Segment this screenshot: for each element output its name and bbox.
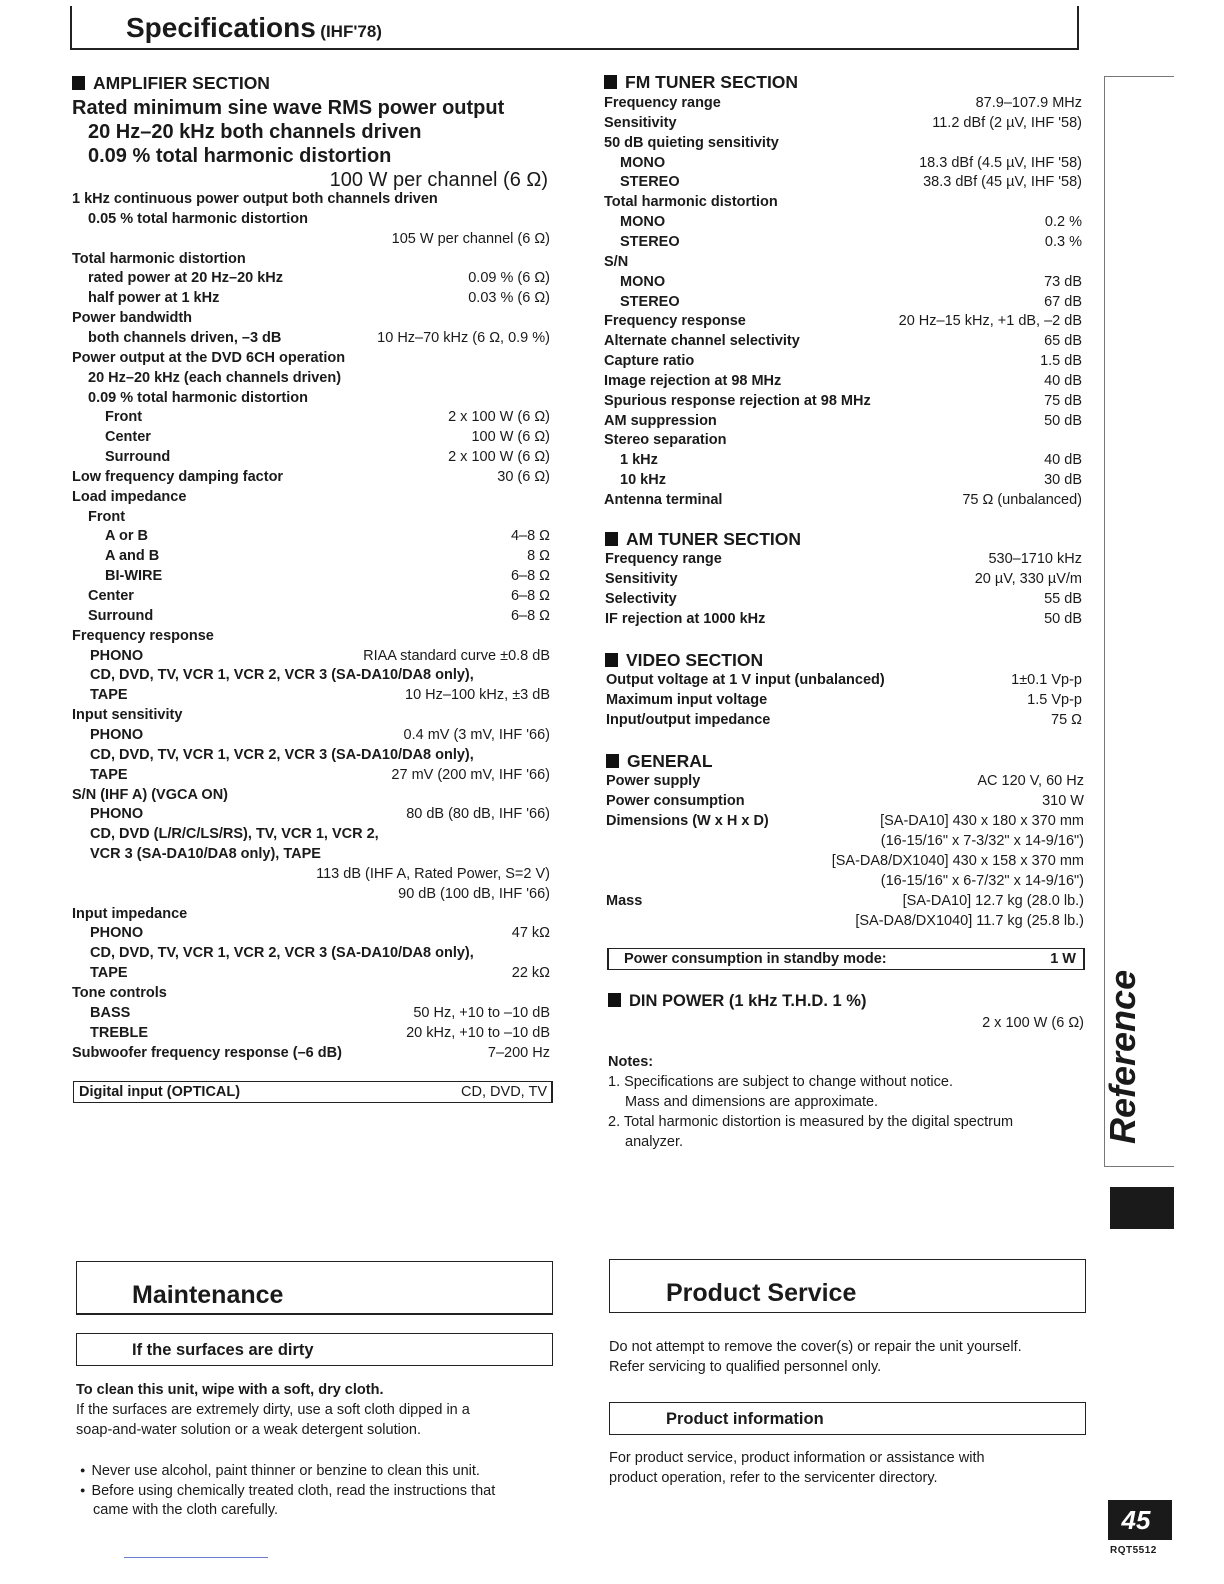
spec-value: 1.5 dB <box>1040 353 1082 369</box>
spec-label: Frequency response <box>72 628 214 644</box>
spec-value: 0.3 % <box>1044 234 1082 250</box>
spec-label: Mass <box>606 893 643 909</box>
spec-label: 0.09 % total harmonic distortion <box>88 390 308 406</box>
spec-value: 55 dB <box>1044 591 1082 607</box>
spec-value: 38.3 dBf (45 µV, IHF '58) <box>923 174 1082 190</box>
spec-label: Input impedance <box>72 906 188 922</box>
header-right-rule <box>1077 6 1079 50</box>
din-power-heading: DIN POWER (1 kHz T.H.D. 1 %) <box>608 991 866 1011</box>
spec-label: 50 dB quieting sensitivity <box>604 135 779 151</box>
spec-label: TAPE <box>90 687 128 703</box>
side-tab-rule-bottom <box>1104 1166 1174 1167</box>
spec-value: [SA-DA10] 430 x 180 x 370 mm <box>880 813 1084 829</box>
spec-value: 47 kΩ <box>511 925 550 941</box>
spec-label: Low frequency damping factor <box>72 469 284 485</box>
spec-label: Antenna terminal <box>604 492 723 508</box>
header-underline <box>70 48 1079 50</box>
spec-label: Total harmonic distortion <box>604 194 778 210</box>
spec-label: 1 kHz <box>620 452 658 468</box>
spec-value: 20 Hz–15 kHz, +1 dB, –2 dB <box>898 313 1082 329</box>
spec-label: BASS <box>90 1005 131 1021</box>
digital-input-value: CD, DVD, TV <box>461 1084 547 1100</box>
spec-label: 20 Hz–20 kHz (each channels driven) <box>88 370 342 386</box>
spec-label: Surround <box>105 449 171 465</box>
rated-power-line-2: 0.09 % total harmonic distortion <box>88 145 392 167</box>
digital-input-label: Digital input (OPTICAL) <box>79 1084 241 1100</box>
spec-label: Input/output impedance <box>606 712 771 728</box>
spec-value: 50 Hz, +10 to –10 dB <box>413 1005 550 1021</box>
spec-label: MONO <box>620 214 666 230</box>
spec-value: [SA-DA8/DX1040] 11.7 kg (25.8 lb.) <box>855 913 1084 929</box>
general-heading: GENERAL <box>606 751 713 771</box>
spec-label: Input sensitivity <box>72 707 183 723</box>
spec-label: Front <box>88 509 126 525</box>
spec-label: Center <box>88 588 134 604</box>
spec-label: Sensitivity <box>605 571 678 587</box>
spec-value: 30 (6 Ω) <box>497 469 550 485</box>
square-bullet-icon <box>605 653 618 667</box>
square-bullet-icon <box>72 76 85 90</box>
spec-label: S/N (IHF A) (VGCA ON) <box>72 787 228 803</box>
spec-label: TAPE <box>90 965 128 981</box>
spec-label: Power bandwidth <box>72 310 193 326</box>
spec-label: Frequency response <box>604 313 746 329</box>
spec-label: MONO <box>620 155 666 171</box>
spec-label: TREBLE <box>90 1025 148 1041</box>
standby-value: 1 W <box>1050 951 1076 967</box>
spec-value: 1.5 Vp-p <box>1027 692 1082 708</box>
side-tab-block <box>1110 1187 1174 1229</box>
spec-label: CD, DVD, TV, VCR 1, VCR 2, VCR 3 (SA-DA10/DA8 only), <box>90 747 474 763</box>
header-left-rule <box>70 6 72 50</box>
spec-value: 0.2 % <box>1044 214 1082 230</box>
spec-label: S/N <box>604 254 629 270</box>
spec-label: Power supply <box>606 773 701 789</box>
am-tuner-heading: AM TUNER SECTION <box>605 529 801 549</box>
footer-rule <box>124 1557 268 1558</box>
spec-label: Frequency range <box>605 551 722 567</box>
service-text-1: Do not attempt to remove the cover(s) or repair the unit yourself. <box>609 1339 1022 1355</box>
square-bullet-icon <box>608 993 621 1007</box>
spec-label: rated power at 20 Hz–20 kHz <box>88 270 284 286</box>
spec-label: Tone controls <box>72 985 167 1001</box>
spec-label: STEREO <box>620 234 680 250</box>
spec-value: 20 kHz, +10 to –10 dB <box>406 1025 550 1041</box>
spec-label: Dimensions (W x H x D) <box>606 813 769 829</box>
spec-label: Spurious response rejection at 98 MHz <box>604 393 871 409</box>
spec-value: 8 Ω <box>527 548 550 564</box>
spec-value: 90 dB (100 dB, IHF '66) <box>398 886 550 902</box>
video-heading: VIDEO SECTION <box>605 650 763 670</box>
spec-value: 6–8 Ω <box>510 568 550 584</box>
maintenance-bullet-2: ● Before using chemically treated cloth, read the instructions that <box>80 1480 495 1501</box>
spec-value: 10 Hz–70 kHz (6 Ω, 0.9 %) <box>377 330 550 346</box>
side-tab-rule-top <box>1104 76 1174 77</box>
note-2: 2. Total harmonic distortion is measured by the digital spectrum <box>608 1114 1014 1130</box>
service-text-2: Refer servicing to qualified personnel only. <box>609 1359 882 1375</box>
document-code: RQT5512 <box>1110 1545 1157 1556</box>
spec-label: both channels driven, –3 dB <box>88 330 282 346</box>
spec-value: 113 dB (IHF A, Rated Power, S=2 V) <box>316 866 550 882</box>
spec-label: PHONO <box>90 648 144 664</box>
maintenance-text-1: If the surfaces are extremely dirty, use a soft cloth dipped in a <box>76 1402 470 1418</box>
spec-label: Surround <box>88 608 154 624</box>
spec-label: AM suppression <box>604 413 717 429</box>
spec-value: 75 Ω <box>1051 712 1082 728</box>
rated-power-value: 100 W per channel (6 Ω) <box>329 169 548 191</box>
spec-label: PHONO <box>90 806 144 822</box>
rated-power-line-1: 20 Hz–20 kHz both channels driven <box>88 121 422 143</box>
spec-value: 30 dB <box>1044 472 1082 488</box>
spec-label: Image rejection at 98 MHz <box>604 373 782 389</box>
amplifier-heading: AMPLIFIER SECTION <box>72 73 270 93</box>
square-bullet-icon <box>605 532 618 546</box>
spec-value: 40 dB <box>1044 452 1082 468</box>
spec-value: 1±0.1 Vp-p <box>1011 672 1082 688</box>
spec-value: 0.4 mV (3 mV, IHF '66) <box>403 727 550 743</box>
spec-value: 105 W per channel (6 Ω) <box>391 231 550 247</box>
spec-label: Maximum input voltage <box>606 692 768 708</box>
spec-value: AC 120 V, 60 Hz <box>977 773 1084 789</box>
spec-value: 87.9–107.9 MHz <box>975 95 1082 111</box>
service-text-4: product operation, refer to the servicenter directory. <box>609 1470 938 1486</box>
spec-label: Front <box>105 409 143 425</box>
spec-value: [SA-DA8/DX1040] 430 x 158 x 370 mm <box>831 853 1084 869</box>
spec-label: TAPE <box>90 767 128 783</box>
spec-value: 27 mV (200 mV, IHF '66) <box>391 767 550 783</box>
spec-value: 11.2 dBf (2 µV, IHF '58) <box>932 115 1082 131</box>
spec-label: Subwoofer frequency response (–6 dB) <box>72 1045 342 1061</box>
rated-power-title: Rated minimum sine wave RMS power output <box>72 97 505 119</box>
spec-label: Power output at the DVD 6CH operation <box>72 350 346 366</box>
din-power-value: 2 x 100 W (6 Ω) <box>982 1015 1084 1031</box>
spec-label: PHONO <box>90 727 144 743</box>
spec-label: PHONO <box>90 925 144 941</box>
maintenance-title: Maintenance <box>132 1281 284 1309</box>
spec-value: 20 µV, 330 µV/m <box>974 571 1082 587</box>
standby-label: Power consumption in standby mode: <box>624 951 887 967</box>
square-bullet-icon <box>606 754 619 768</box>
spec-label: Load impedance <box>72 489 187 505</box>
spec-value: 80 dB (80 dB, IHF '66) <box>406 806 550 822</box>
spec-label: BI-WIRE <box>105 568 163 584</box>
spec-label: Total harmonic distortion <box>72 251 246 267</box>
spec-label: CD, DVD (L/R/C/LS/RS), TV, VCR 1, VCR 2, <box>90 826 379 842</box>
spec-label: Power consumption <box>606 793 745 809</box>
service-title: Product Service <box>666 1279 857 1307</box>
spec-label: Stereo separation <box>604 432 727 448</box>
spec-label: A or B <box>105 528 148 544</box>
spec-label: Frequency range <box>604 95 721 111</box>
spec-value: 22 kΩ <box>511 965 550 981</box>
note-2-cont: analyzer. <box>625 1134 684 1150</box>
spec-value: 100 W (6 Ω) <box>471 429 550 445</box>
page-title: Specifications (IHF'78) <box>126 12 382 43</box>
spec-value: [SA-DA10] 12.7 kg (28.0 lb.) <box>902 893 1084 909</box>
spec-value: 40 dB <box>1044 373 1082 389</box>
spec-value: 0.03 % (6 Ω) <box>468 290 550 306</box>
spec-label: Output voltage at 1 V input (unbalanced) <box>606 672 885 688</box>
square-bullet-icon <box>604 75 617 89</box>
spec-value: 50 dB <box>1044 413 1082 429</box>
spec-value: 6–8 Ω <box>510 608 550 624</box>
spec-label: Selectivity <box>605 591 677 607</box>
spec-label: A and B <box>105 548 160 564</box>
spec-value: (16-15/16" x 7-3/32" x 14-9/16") <box>880 833 1084 849</box>
spec-label: STEREO <box>620 294 680 310</box>
spec-label: half power at 1 kHz <box>88 290 220 306</box>
spec-value: 65 dB <box>1044 333 1082 349</box>
maintenance-bullet-1: ● Never use alcohol, paint thinner or benzine to clean this unit. <box>80 1460 480 1481</box>
note-1-cont: Mass and dimensions are approximate. <box>625 1094 879 1110</box>
spec-value: 73 dB <box>1044 274 1082 290</box>
side-tab-label: Reference <box>1102 969 1143 1144</box>
note-1: 1. Specifications are subject to change without notice. <box>608 1074 953 1090</box>
spec-label: MONO <box>620 274 666 290</box>
spec-label: 1 kHz continuous power output both channels driven <box>72 191 438 207</box>
spec-value: 75 Ω (unbalanced) <box>962 492 1082 508</box>
spec-value: 7–200 Hz <box>487 1045 550 1061</box>
page-number: 45 <box>1121 1505 1151 1535</box>
spec-value: 310 W <box>1042 793 1084 809</box>
spec-value: 2 x 100 W (6 Ω) <box>448 409 550 425</box>
spec-label: Capture ratio <box>604 353 695 369</box>
fm-tuner-heading: FM TUNER SECTION <box>604 72 798 92</box>
spec-label: CD, DVD, TV, VCR 1, VCR 2, VCR 3 (SA-DA10/DA8 only), <box>90 945 474 961</box>
spec-label: IF rejection at 1000 kHz <box>605 611 766 627</box>
spec-value: 10 Hz–100 kHz, ±3 dB <box>405 687 550 703</box>
spec-value: 50 dB <box>1044 611 1082 627</box>
notes-title: Notes: <box>608 1054 654 1070</box>
spec-label: Alternate channel selectivity <box>604 333 800 349</box>
spec-label: CD, DVD, TV, VCR 1, VCR 2, VCR 3 (SA-DA10/DA8 only), <box>90 667 474 683</box>
spec-label: 0.05 % total harmonic distortion <box>88 211 308 227</box>
spec-value: 530–1710 kHz <box>988 551 1082 567</box>
spec-label: STEREO <box>620 174 680 190</box>
service-text-3: For product service, product information or assistance with <box>609 1450 985 1466</box>
maintenance-text-2: soap-and-water solution or a weak detergent solution. <box>76 1422 421 1438</box>
spec-label: Sensitivity <box>604 115 677 131</box>
spec-value: 67 dB <box>1044 294 1082 310</box>
spec-value: RIAA standard curve ±0.8 dB <box>363 648 550 664</box>
spec-value: 18.3 dBf (4.5 µV, IHF '58) <box>919 155 1082 171</box>
spec-label: 10 kHz <box>620 472 666 488</box>
maintenance-lead: To clean this unit, wipe with a soft, dry cloth. <box>76 1382 384 1398</box>
spec-value: 6–8 Ω <box>510 588 550 604</box>
product-info-title: Product information <box>666 1410 824 1428</box>
spec-value: 75 dB <box>1044 393 1082 409</box>
spec-value: 2 x 100 W (6 Ω) <box>448 449 550 465</box>
maintenance-bullet-2-cont: came with the cloth carefully. <box>93 1502 279 1518</box>
maintenance-subtitle: If the surfaces are dirty <box>132 1341 314 1359</box>
spec-value: 0.09 % (6 Ω) <box>468 270 550 286</box>
spec-label: VCR 3 (SA-DA10/DA8 only), TAPE <box>90 846 321 862</box>
spec-value: (16-15/16" x 6-7/32" x 14-9/16") <box>880 873 1084 889</box>
spec-label: Center <box>105 429 151 445</box>
spec-value: 4–8 Ω <box>510 528 550 544</box>
